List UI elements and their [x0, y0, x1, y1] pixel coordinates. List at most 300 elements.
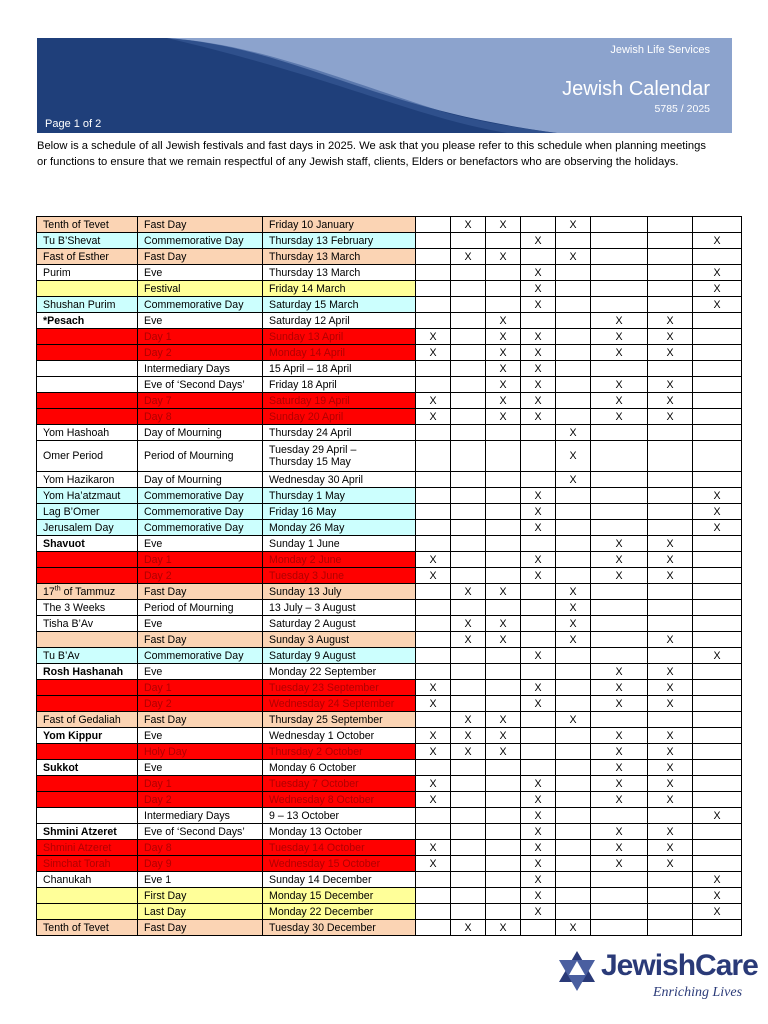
mark-cell-1 — [416, 616, 451, 632]
jewishcare-logo — [555, 947, 758, 1001]
mark-cell-7: X — [648, 409, 693, 425]
mark-cell-4 — [521, 712, 556, 728]
mark-cell-7 — [648, 233, 693, 249]
event-type: Period of Mourning — [138, 441, 263, 472]
mark-cell-5 — [556, 504, 591, 520]
mark-cell-7: X — [648, 329, 693, 345]
mark-cell-3: X — [486, 712, 521, 728]
mark-cell-5 — [556, 680, 591, 696]
event-date: Sunday 13 July — [263, 584, 416, 600]
event-type: Last Day — [138, 904, 263, 920]
mark-cell-6 — [591, 472, 648, 488]
mark-cell-5 — [556, 872, 591, 888]
mark-cell-8 — [693, 552, 742, 568]
mark-cell-1 — [416, 824, 451, 840]
event-date: Sunday 14 December — [263, 872, 416, 888]
mark-cell-5 — [556, 329, 591, 345]
mark-cell-2: X — [451, 920, 486, 936]
event-name: Fast of Gedaliah — [37, 712, 138, 728]
event-type: Intermediary Days — [138, 361, 263, 377]
mark-cell-1 — [416, 425, 451, 441]
mark-cell-3 — [486, 904, 521, 920]
mark-cell-3: X — [486, 632, 521, 648]
mark-cell-2 — [451, 265, 486, 281]
mark-cell-7: X — [648, 568, 693, 584]
event-name — [37, 888, 138, 904]
mark-cell-2 — [451, 904, 486, 920]
event-name: Fast of Esther — [37, 249, 138, 265]
event-date: 15 April – 18 April — [263, 361, 416, 377]
event-type: Day 9 — [138, 856, 263, 872]
mark-cell-2: X — [451, 584, 486, 600]
mark-cell-6: X — [591, 856, 648, 872]
mark-cell-7: X — [648, 393, 693, 409]
mark-cell-3: X — [486, 728, 521, 744]
mark-cell-8: X — [693, 265, 742, 281]
mark-cell-1 — [416, 808, 451, 824]
mark-cell-4: X — [521, 393, 556, 409]
calendar-row — [37, 425, 742, 441]
event-date: Sunday 13 April — [263, 329, 416, 345]
event-type: Day 2 — [138, 792, 263, 808]
event-type: Fast Day — [138, 920, 263, 936]
event-type: Day 7 — [138, 393, 263, 409]
mark-cell-1: X — [416, 856, 451, 872]
calendar-row — [37, 504, 742, 520]
mark-cell-3 — [486, 664, 521, 680]
event-type: Commemorative Day — [138, 488, 263, 504]
calendar-row — [37, 680, 742, 696]
event-date: Monday 14 April — [263, 345, 416, 361]
mark-cell-3 — [486, 425, 521, 441]
mark-cell-3 — [486, 840, 521, 856]
mark-cell-1 — [416, 297, 451, 313]
mark-cell-6: X — [591, 664, 648, 680]
mark-cell-5 — [556, 648, 591, 664]
mark-cell-7 — [648, 888, 693, 904]
mark-cell-4 — [521, 920, 556, 936]
mark-cell-5 — [556, 728, 591, 744]
mark-cell-7 — [648, 808, 693, 824]
mark-cell-5: X — [556, 584, 591, 600]
mark-cell-2 — [451, 776, 486, 792]
mark-cell-2 — [451, 552, 486, 568]
mark-cell-6 — [591, 297, 648, 313]
mark-cell-4: X — [521, 377, 556, 393]
mark-cell-1 — [416, 217, 451, 233]
mark-cell-1 — [416, 233, 451, 249]
event-name: Yom Hazikaron — [37, 472, 138, 488]
mark-cell-3 — [486, 808, 521, 824]
event-name: Jerusalem Day — [37, 520, 138, 536]
mark-cell-1 — [416, 920, 451, 936]
mark-cell-7 — [648, 249, 693, 265]
calendar-row — [37, 824, 742, 840]
event-name: Shmini Atzeret — [37, 824, 138, 840]
event-type: Fast Day — [138, 632, 263, 648]
mark-cell-6 — [591, 281, 648, 297]
mark-cell-1 — [416, 504, 451, 520]
mark-cell-5: X — [556, 632, 591, 648]
mark-cell-8: X — [693, 888, 742, 904]
mark-cell-6 — [591, 488, 648, 504]
mark-cell-7: X — [648, 840, 693, 856]
mark-cell-7: X — [648, 552, 693, 568]
mark-cell-1 — [416, 648, 451, 664]
mark-cell-6: X — [591, 329, 648, 345]
mark-cell-6: X — [591, 680, 648, 696]
mark-cell-7 — [648, 520, 693, 536]
mark-cell-7 — [648, 297, 693, 313]
mark-cell-2 — [451, 425, 486, 441]
mark-cell-4: X — [521, 568, 556, 584]
calendar-row — [37, 840, 742, 856]
mark-cell-7: X — [648, 377, 693, 393]
event-type: Commemorative Day — [138, 504, 263, 520]
mark-cell-6 — [591, 712, 648, 728]
event-type: Fast Day — [138, 584, 263, 600]
event-name — [37, 377, 138, 393]
event-type: Commemorative Day — [138, 297, 263, 313]
mark-cell-2 — [451, 760, 486, 776]
mark-cell-5 — [556, 393, 591, 409]
mark-cell-1: X — [416, 552, 451, 568]
event-date: Friday 10 January — [263, 217, 416, 233]
mark-cell-4: X — [521, 856, 556, 872]
mark-cell-6: X — [591, 568, 648, 584]
event-name: Sukkot — [37, 760, 138, 776]
event-date: Saturday 2 August — [263, 616, 416, 632]
calendar-row — [37, 648, 742, 664]
mark-cell-6: X — [591, 552, 648, 568]
mark-cell-6 — [591, 920, 648, 936]
mark-cell-2 — [451, 345, 486, 361]
mark-cell-6: X — [591, 345, 648, 361]
mark-cell-6 — [591, 600, 648, 616]
mark-cell-6: X — [591, 393, 648, 409]
mark-cell-4: X — [521, 888, 556, 904]
mark-cell-8: X — [693, 504, 742, 520]
mark-cell-4 — [521, 600, 556, 616]
calendar-row — [37, 568, 742, 584]
mark-cell-1 — [416, 888, 451, 904]
mark-cell-2 — [451, 361, 486, 377]
mark-cell-3: X — [486, 393, 521, 409]
mark-cell-8 — [693, 568, 742, 584]
mark-cell-1 — [416, 536, 451, 552]
calendar-row — [37, 409, 742, 425]
mark-cell-8: X — [693, 488, 742, 504]
calendar-row — [37, 728, 742, 744]
mark-cell-1: X — [416, 393, 451, 409]
mark-cell-6 — [591, 233, 648, 249]
calendar-row — [37, 393, 742, 409]
mark-cell-1: X — [416, 568, 451, 584]
event-date: Wednesday 15 October — [263, 856, 416, 872]
mark-cell-5 — [556, 904, 591, 920]
mark-cell-1 — [416, 712, 451, 728]
mark-cell-3: X — [486, 377, 521, 393]
mark-cell-7: X — [648, 856, 693, 872]
calendar-row — [37, 552, 742, 568]
event-type: Period of Mourning — [138, 600, 263, 616]
mark-cell-2 — [451, 664, 486, 680]
mark-cell-8 — [693, 217, 742, 233]
event-name — [37, 281, 138, 297]
event-date: Tuesday 7 October — [263, 776, 416, 792]
mark-cell-6 — [591, 520, 648, 536]
event-date: Wednesday 24 September — [263, 696, 416, 712]
calendar-year: 5785 / 2025 — [654, 103, 710, 115]
mark-cell-1 — [416, 281, 451, 297]
event-type: Intermediary Days — [138, 808, 263, 824]
mark-cell-3 — [486, 888, 521, 904]
event-name: Tenth of Tevet — [37, 217, 138, 233]
mark-cell-5 — [556, 664, 591, 680]
mark-cell-2: X — [451, 728, 486, 744]
header-banner — [37, 38, 732, 133]
mark-cell-6: X — [591, 313, 648, 329]
mark-cell-6: X — [591, 840, 648, 856]
calendar-row — [37, 361, 742, 377]
mark-cell-5: X — [556, 425, 591, 441]
mark-cell-5 — [556, 856, 591, 872]
mark-cell-1 — [416, 632, 451, 648]
mark-cell-4: X — [521, 680, 556, 696]
intro-paragraph: Below is a schedule of all Jewish festivals and fast days in 2025. We ask that you please refer to this schedule when planning meetings or functions to ensure that we remain respectful of any Jewish staff, clients, Elders or benefactors who are observing the holidays. — [37, 140, 706, 168]
mark-cell-8: X — [693, 648, 742, 664]
mark-cell-1: X — [416, 680, 451, 696]
mark-cell-1: X — [416, 329, 451, 345]
mark-cell-3 — [486, 520, 521, 536]
mark-cell-2 — [451, 568, 486, 584]
mark-cell-3: X — [486, 584, 521, 600]
event-date: Tuesday 3 June — [263, 568, 416, 584]
event-type: Day 2 — [138, 568, 263, 584]
mark-cell-1: X — [416, 345, 451, 361]
mark-cell-7: X — [648, 760, 693, 776]
mark-cell-6 — [591, 888, 648, 904]
mark-cell-8 — [693, 472, 742, 488]
mark-cell-6 — [591, 904, 648, 920]
mark-cell-2 — [451, 792, 486, 808]
mark-cell-5 — [556, 808, 591, 824]
event-date: Tuesday 30 December — [263, 920, 416, 936]
mark-cell-5 — [556, 488, 591, 504]
mark-cell-6 — [591, 217, 648, 233]
event-type: Fast Day — [138, 712, 263, 728]
mark-cell-2 — [451, 472, 486, 488]
mark-cell-3: X — [486, 744, 521, 760]
event-name — [37, 409, 138, 425]
mark-cell-7: X — [648, 744, 693, 760]
mark-cell-7 — [648, 361, 693, 377]
mark-cell-7 — [648, 265, 693, 281]
calendar-row — [37, 233, 742, 249]
event-type: Day 2 — [138, 345, 263, 361]
mark-cell-3 — [486, 856, 521, 872]
mark-cell-6 — [591, 616, 648, 632]
calendar-row — [37, 600, 742, 616]
mark-cell-8 — [693, 856, 742, 872]
calendar-row — [37, 856, 742, 872]
mark-cell-2 — [451, 377, 486, 393]
event-date: Wednesday 1 October — [263, 728, 416, 744]
event-date: Sunday 20 April — [263, 409, 416, 425]
mark-cell-4 — [521, 760, 556, 776]
event-name: 17th of Tammuz — [37, 584, 138, 600]
event-name — [37, 776, 138, 792]
calendar-row — [37, 584, 742, 600]
mark-cell-4: X — [521, 233, 556, 249]
mark-cell-4 — [521, 664, 556, 680]
mark-cell-6: X — [591, 760, 648, 776]
event-name: The 3 Weeks — [37, 600, 138, 616]
mark-cell-4: X — [521, 776, 556, 792]
event-name: Lag B’Omer — [37, 504, 138, 520]
mark-cell-8 — [693, 728, 742, 744]
mark-cell-3 — [486, 504, 521, 520]
mark-cell-8 — [693, 776, 742, 792]
mark-cell-5 — [556, 536, 591, 552]
mark-cell-1 — [416, 377, 451, 393]
mark-cell-8 — [693, 824, 742, 840]
mark-cell-4: X — [521, 792, 556, 808]
mark-cell-4: X — [521, 520, 556, 536]
mark-cell-8 — [693, 536, 742, 552]
mark-cell-8 — [693, 393, 742, 409]
mark-cell-2 — [451, 297, 486, 313]
mark-cell-8 — [693, 409, 742, 425]
mark-cell-1 — [416, 520, 451, 536]
mark-cell-8 — [693, 249, 742, 265]
calendar-row — [37, 377, 742, 393]
mark-cell-6 — [591, 425, 648, 441]
mark-cell-3: X — [486, 361, 521, 377]
event-date: Friday 18 April — [263, 377, 416, 393]
mark-cell-1 — [416, 249, 451, 265]
mark-cell-6: X — [591, 776, 648, 792]
mark-cell-7: X — [648, 345, 693, 361]
mark-cell-6: X — [591, 728, 648, 744]
mark-cell-8: X — [693, 297, 742, 313]
mark-cell-8 — [693, 584, 742, 600]
mark-cell-4: X — [521, 696, 556, 712]
mark-cell-5 — [556, 265, 591, 281]
mark-cell-4: X — [521, 872, 556, 888]
mark-cell-8 — [693, 712, 742, 728]
mark-cell-5 — [556, 345, 591, 361]
mark-cell-6 — [591, 808, 648, 824]
mark-cell-5: X — [556, 441, 591, 472]
mark-cell-7: X — [648, 313, 693, 329]
mark-cell-1 — [416, 265, 451, 281]
event-name — [37, 393, 138, 409]
mark-cell-6 — [591, 361, 648, 377]
calendar-row — [37, 920, 742, 936]
calendar-row — [37, 888, 742, 904]
mark-cell-8 — [693, 664, 742, 680]
mark-cell-1 — [416, 600, 451, 616]
event-name: Yom Ha’atzmaut — [37, 488, 138, 504]
mark-cell-3: X — [486, 217, 521, 233]
mark-cell-6: X — [591, 536, 648, 552]
event-type: Holy Day — [138, 744, 263, 760]
mark-cell-2 — [451, 840, 486, 856]
mark-cell-2: X — [451, 712, 486, 728]
mark-cell-6 — [591, 249, 648, 265]
mark-cell-2 — [451, 313, 486, 329]
calendar-row — [37, 265, 742, 281]
mark-cell-2 — [451, 488, 486, 504]
mark-cell-6: X — [591, 824, 648, 840]
mark-cell-8 — [693, 760, 742, 776]
mark-cell-7: X — [648, 792, 693, 808]
event-name — [37, 361, 138, 377]
mark-cell-5 — [556, 409, 591, 425]
mark-cell-2 — [451, 824, 486, 840]
mark-cell-3 — [486, 265, 521, 281]
event-date: Monday 6 October — [263, 760, 416, 776]
mark-cell-5 — [556, 696, 591, 712]
event-date: Tuesday 23 September — [263, 680, 416, 696]
mark-cell-4: X — [521, 904, 556, 920]
event-type: Eve of ‘Second Days’ — [138, 377, 263, 393]
mark-cell-4 — [521, 728, 556, 744]
mark-cell-5 — [556, 313, 591, 329]
mark-cell-2 — [451, 808, 486, 824]
mark-cell-4 — [521, 313, 556, 329]
mark-cell-7 — [648, 217, 693, 233]
mark-cell-2 — [451, 536, 486, 552]
mark-cell-2 — [451, 872, 486, 888]
event-type: Eve — [138, 728, 263, 744]
event-type: Eve — [138, 664, 263, 680]
mark-cell-2 — [451, 233, 486, 249]
mark-cell-1: X — [416, 728, 451, 744]
event-name — [37, 744, 138, 760]
mark-cell-7 — [648, 872, 693, 888]
calendar-row — [37, 712, 742, 728]
mark-cell-4 — [521, 584, 556, 600]
mark-cell-5: X — [556, 920, 591, 936]
mark-cell-4 — [521, 472, 556, 488]
mark-cell-4 — [521, 536, 556, 552]
mark-cell-5 — [556, 568, 591, 584]
event-date: Saturday 12 April — [263, 313, 416, 329]
event-name: Chanukah — [37, 872, 138, 888]
mark-cell-3 — [486, 297, 521, 313]
event-name: Shavuot — [37, 536, 138, 552]
event-type: Eve — [138, 265, 263, 281]
calendar-row — [37, 616, 742, 632]
mark-cell-4: X — [521, 361, 556, 377]
event-date: Sunday 1 June — [263, 536, 416, 552]
event-name: Yom Hashoah — [37, 425, 138, 441]
mark-cell-2: X — [451, 744, 486, 760]
mark-cell-8: X — [693, 904, 742, 920]
org-name: Jewish Life Services — [610, 44, 710, 56]
mark-cell-4 — [521, 441, 556, 472]
mark-cell-3 — [486, 472, 521, 488]
mark-cell-7 — [648, 648, 693, 664]
event-name: Tenth of Tevet — [37, 920, 138, 936]
mark-cell-3 — [486, 824, 521, 840]
mark-cell-3: X — [486, 616, 521, 632]
mark-cell-1 — [416, 904, 451, 920]
mark-cell-4 — [521, 744, 556, 760]
mark-cell-1 — [416, 872, 451, 888]
